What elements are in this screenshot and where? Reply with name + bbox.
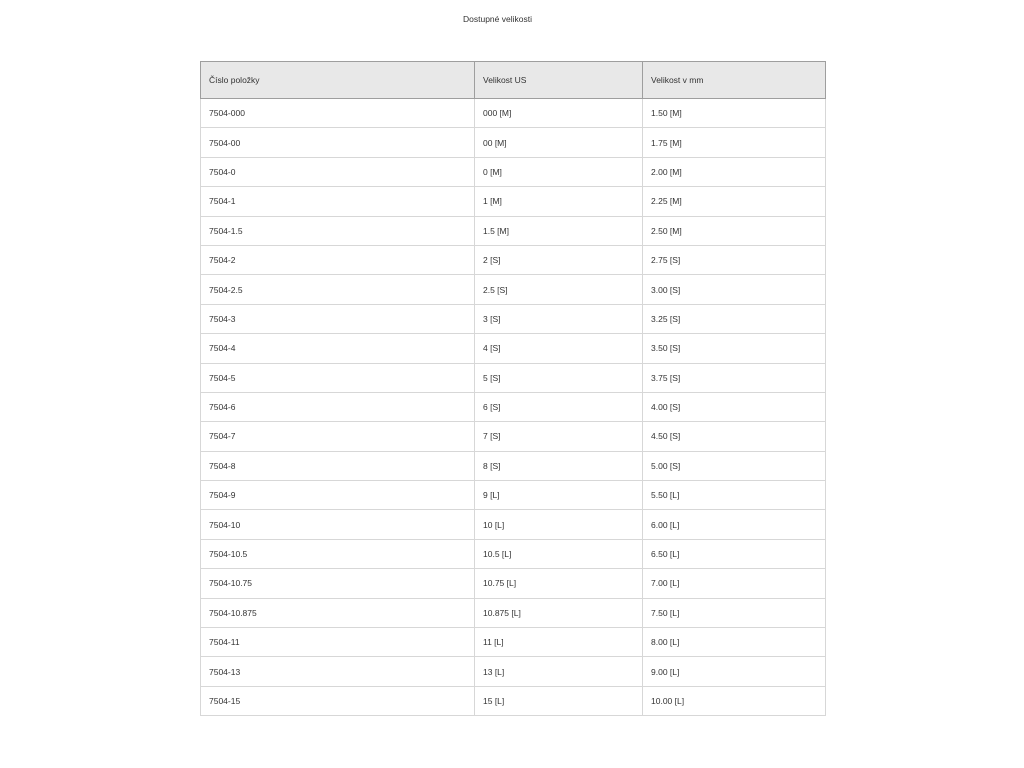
table-row	[201, 157, 826, 186]
cell-item-number: 7504-2	[201, 245, 475, 274]
cell-size-mm: 10.00 [L]	[643, 686, 826, 715]
cell-item-number: 7504-2.5	[201, 275, 475, 304]
table-row	[201, 569, 826, 598]
cell-size-mm: 6.00 [L]	[643, 510, 826, 539]
cell-size-us: 9 [L]	[475, 481, 643, 510]
cell-size-us: 7 [S]	[475, 422, 643, 451]
table-header	[201, 62, 826, 99]
cell-size-us: 000 [M]	[475, 99, 643, 128]
cell-size-mm: 3.50 [S]	[643, 334, 826, 363]
cell-size-mm: 7.50 [L]	[643, 598, 826, 627]
column-header-item-number: Číslo položky	[201, 62, 475, 99]
cell-size-us: 1 [M]	[475, 187, 643, 216]
table-row	[201, 245, 826, 274]
table-row	[201, 275, 826, 304]
column-header-size-mm: Velikost v mm	[643, 62, 826, 99]
cell-size-mm: 5.50 [L]	[643, 481, 826, 510]
cell-item-number: 7504-9	[201, 481, 475, 510]
cell-item-number: 7504-4	[201, 334, 475, 363]
cell-size-mm: 1.75 [M]	[643, 128, 826, 157]
cell-size-us: 5 [S]	[475, 363, 643, 392]
cell-item-number: 7504-10.875	[201, 598, 475, 627]
table-row	[201, 187, 826, 216]
cell-item-number: 7504-10	[201, 510, 475, 539]
cell-size-mm: 2.50 [M]	[643, 216, 826, 245]
table-row	[201, 392, 826, 421]
cell-size-us: 8 [S]	[475, 451, 643, 480]
cell-item-number: 7504-7	[201, 422, 475, 451]
cell-size-us: 6 [S]	[475, 392, 643, 421]
cell-size-mm: 4.00 [S]	[643, 392, 826, 421]
cell-size-us: 10.75 [L]	[475, 569, 643, 598]
table-row	[201, 598, 826, 627]
cell-size-us: 15 [L]	[475, 686, 643, 715]
cell-size-us: 00 [M]	[475, 128, 643, 157]
cell-size-mm: 5.00 [S]	[643, 451, 826, 480]
table-row	[201, 363, 826, 392]
cell-item-number: 7504-3	[201, 304, 475, 333]
cell-item-number: 7504-11	[201, 628, 475, 657]
cell-size-us: 10.875 [L]	[475, 598, 643, 627]
cell-item-number: 7504-10.75	[201, 569, 475, 598]
table-header-row	[201, 62, 826, 99]
cell-item-number: 7504-1	[201, 187, 475, 216]
table-row	[201, 304, 826, 333]
table-row	[201, 481, 826, 510]
table-row	[201, 686, 826, 715]
cell-size-mm: 3.75 [S]	[643, 363, 826, 392]
cell-size-mm: 4.50 [S]	[643, 422, 826, 451]
cell-size-us: 1.5 [M]	[475, 216, 643, 245]
table-row	[201, 216, 826, 245]
cell-item-number: 7504-5	[201, 363, 475, 392]
page-title: Dostupné velikosti	[463, 14, 532, 24]
cell-size-mm: 6.50 [L]	[643, 539, 826, 568]
cell-size-mm: 3.25 [S]	[643, 304, 826, 333]
cell-item-number: 7504-1.5	[201, 216, 475, 245]
cell-size-mm: 2.00 [M]	[643, 157, 826, 186]
table-row	[201, 510, 826, 539]
cell-size-us: 2 [S]	[475, 245, 643, 274]
cell-size-mm: 2.25 [M]	[643, 187, 826, 216]
cell-size-mm: 1.50 [M]	[643, 99, 826, 128]
cell-size-us: 11 [L]	[475, 628, 643, 657]
table-row	[201, 451, 826, 480]
column-header-size-us: Velikost US	[475, 62, 643, 99]
cell-item-number: 7504-00	[201, 128, 475, 157]
cell-item-number: 7504-13	[201, 657, 475, 686]
cell-item-number: 7504-10.5	[201, 539, 475, 568]
cell-item-number: 7504-000	[201, 99, 475, 128]
table-row	[201, 657, 826, 686]
cell-size-us: 2.5 [S]	[475, 275, 643, 304]
table-row	[201, 422, 826, 451]
cell-size-us: 13 [L]	[475, 657, 643, 686]
cell-size-mm: 3.00 [S]	[643, 275, 826, 304]
cell-size-mm: 7.00 [L]	[643, 569, 826, 598]
available-sizes-table	[200, 61, 826, 716]
cell-size-mm: 2.75 [S]	[643, 245, 826, 274]
table-row	[201, 99, 826, 128]
cell-item-number: 7504-15	[201, 686, 475, 715]
table-row	[201, 628, 826, 657]
cell-size-us: 0 [M]	[475, 157, 643, 186]
cell-size-us: 10.5 [L]	[475, 539, 643, 568]
cell-size-us: 4 [S]	[475, 334, 643, 363]
cell-size-us: 3 [S]	[475, 304, 643, 333]
cell-size-us: 10 [L]	[475, 510, 643, 539]
cell-size-mm: 8.00 [L]	[643, 628, 826, 657]
cell-item-number: 7504-6	[201, 392, 475, 421]
table-row	[201, 128, 826, 157]
table-row	[201, 539, 826, 568]
cell-size-mm: 9.00 [L]	[643, 657, 826, 686]
table-body	[201, 99, 826, 716]
cell-item-number: 7504-0	[201, 157, 475, 186]
table-row	[201, 334, 826, 363]
cell-item-number: 7504-8	[201, 451, 475, 480]
